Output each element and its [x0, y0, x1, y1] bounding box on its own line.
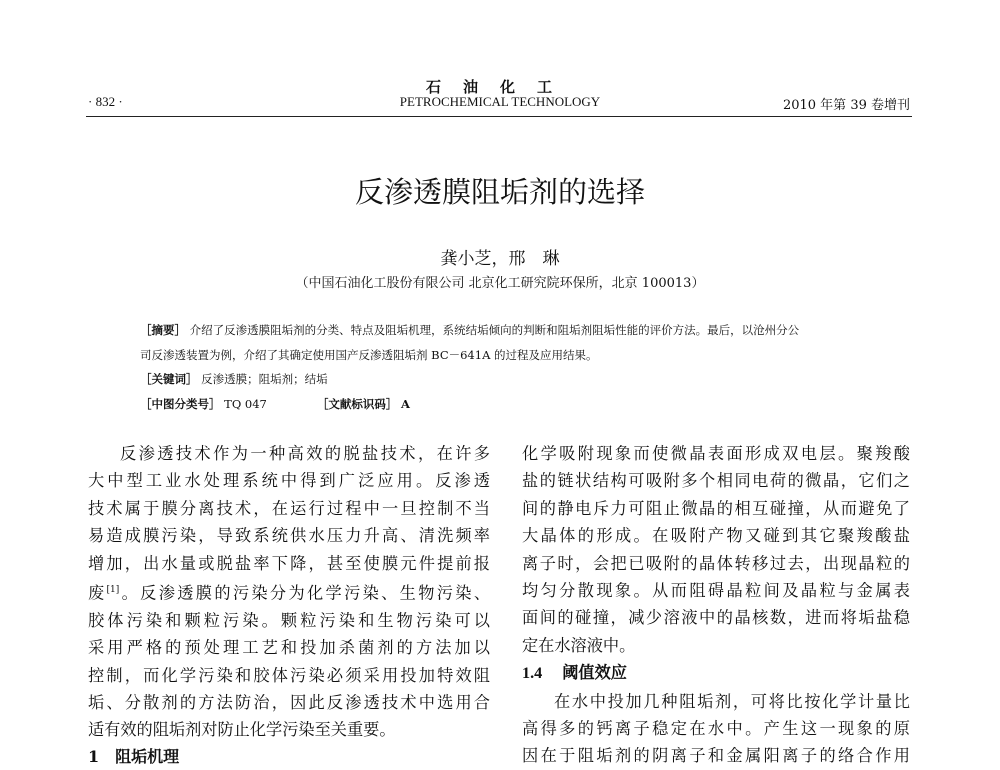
section-heading-cut: 1 阻垢机理	[88, 747, 180, 766]
body-line: 增加，出水量或脱盐率下降，甚至使膜元件提前报	[88, 553, 490, 573]
section-number: 1.4	[522, 664, 543, 683]
abstract-line: 介绍了反渗透膜阻垢剂的分类、特点及阻垢机理，系统结垢倾向的判断和阻垢剂阻垢性能的评价方法。最后，以沧州分公	[189, 323, 800, 337]
keywords-label: ［关键词］	[140, 372, 198, 386]
affiliation: （中国石油化工股份有限公司 北京化工研究院环保所，北京 100013）	[295, 276, 705, 291]
abstract-line: 司反渗透装置为例，介绍了其确定使用国产反渗透阻垢剂 BC－641A 的过程及应用结果。	[140, 347, 598, 362]
body-line: 盐的链状结构可吸附多个相同电荷的微晶，它们之	[522, 471, 910, 491]
body-line: 采用严格的预处理工艺和投加杀菌剂的方法加以	[88, 638, 490, 658]
body-line: 适有效的阻垢剂对防止化学污染至关重要。	[88, 720, 396, 740]
clc-value: TQ 047	[224, 396, 267, 411]
body-text: 废	[88, 583, 107, 603]
doc-code-value: A	[401, 396, 410, 411]
body-line: 控制，而化学污染和胶体污染必须采用投加特效阻	[88, 665, 490, 685]
body-line: 间的静电斥力可阻止微晶的相互碰撞，从而避免了	[522, 498, 910, 518]
body-line	[88, 577, 490, 607]
paper-title: 反渗透膜阻垢剂的选择	[354, 175, 645, 209]
body-line: 因在于阻垢剂的阴离子和金属阳离子的络合作用	[522, 746, 910, 766]
classification	[140, 392, 880, 417]
abstract-block	[140, 318, 880, 416]
body-line: 胶体污染和颗粒污染。颗粒污染和生物污染可以	[88, 610, 490, 630]
body-line: 离子时，会把已吸附的晶体转移过去，出现晶粒的	[522, 553, 910, 573]
clc-label: ［中图分类号］	[140, 396, 221, 411]
authors: 龚小芝，邢 琳	[440, 249, 560, 269]
keywords	[140, 367, 880, 392]
body-line: 高得多的钙离子稳定在水中。产生这一现象的原	[522, 719, 910, 739]
journal-name-cn: 石油化工	[425, 78, 574, 96]
right-column	[522, 440, 910, 770]
body-line: 定在水溶液中。	[522, 635, 636, 655]
keywords-value: 反渗透膜；阻垢剂；结垢	[201, 372, 328, 386]
journal-name-en: PETROCHEMICAL TECHNOLOGY	[399, 94, 601, 109]
body-line: 技术属于膜分离技术，在运行过程中一旦控制不当	[88, 498, 490, 518]
body-line: 反渗透技术作为一种高效的脱盐技术，在许多	[120, 444, 490, 463]
body-line: 易造成膜污染，导致系统供水压力升高、清洗频率	[88, 526, 490, 546]
section-title: 阈值效应	[562, 663, 627, 683]
body-line: 垢、分散剂的方法防治，因此反渗透技术中选用合	[88, 693, 490, 713]
body-line: 大中型工业水处理系统中得到广泛应用。反渗透	[88, 471, 490, 491]
body-line: 化学吸附现象而使微晶表面形成双电层。聚羧酸	[522, 444, 910, 463]
left-column	[88, 440, 490, 744]
body-line: 面间的碰撞，减少溶液中的晶核数，进而将垢盐稳	[522, 608, 910, 628]
abstract	[140, 318, 880, 343]
header-rule	[86, 116, 912, 117]
abstract-label: ［摘要］	[140, 323, 186, 337]
body-line: 在水中投加几种阻垢剂，可将比按化学计量比	[554, 691, 910, 711]
body-line: 大晶体的形成。在吸附产物又碰到其它聚羧酸盐	[522, 526, 910, 546]
issue-info: 2010 年第 39 卷增刊	[782, 98, 910, 113]
body-line: 均匀分散现象。从而阻碍晶粒间及晶粒与金属表	[522, 581, 910, 601]
doc-code-label: ［文献标识码］	[316, 396, 398, 411]
body-text: 。反渗透膜的污染分为化学污染、生物污染、	[119, 583, 491, 603]
page-number: · 832 ·	[88, 94, 123, 109]
citation-ref: [1]	[106, 585, 120, 596]
section-heading	[522, 659, 910, 687]
